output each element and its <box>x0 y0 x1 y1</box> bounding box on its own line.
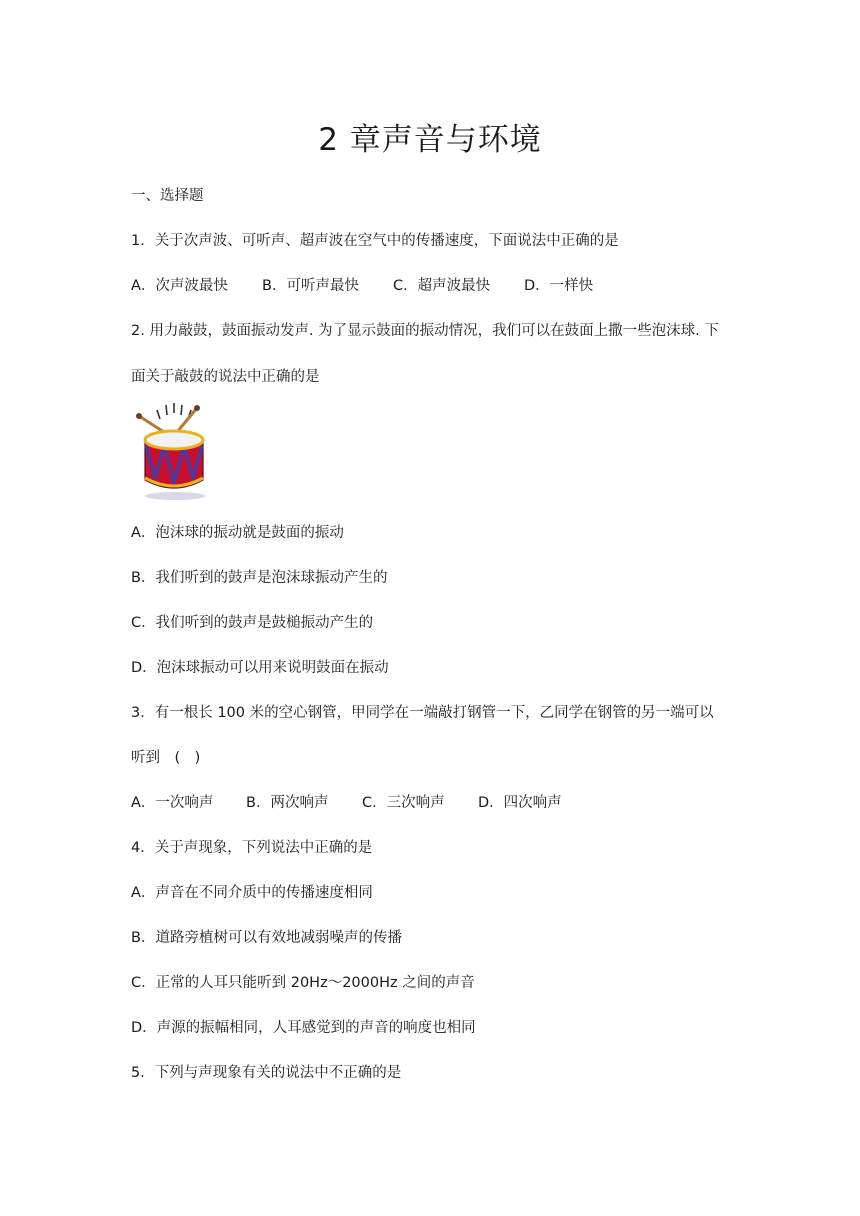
q1-option-d: D．一样快 <box>524 278 594 294</box>
q1-option-b: B．可听声最快 <box>262 278 359 294</box>
q1-stem: 1．关于次声波、可听声、超声波在空气中的传播速度，下面说法中正确的是 <box>131 233 619 249</box>
q3-options <box>131 793 562 813</box>
q3-option-d: D．四次响声 <box>478 795 562 811</box>
section-heading: 一、选择题 <box>131 188 204 204</box>
document-title: 2 章声音与环境 <box>318 122 542 158</box>
q3-stem-line2: 听到 ( ) <box>131 750 201 766</box>
q4-option-b: B．道路旁植树可以有效地减弱噪声的传播 <box>131 930 402 946</box>
q4-stem: 4．关于声现象，下列说法中正确的是 <box>131 840 373 856</box>
q4-option-a: A．声音在不同介质中的传播速度相同 <box>131 885 373 901</box>
q4-option-c: C．正常的人耳只能听到 20Hz～2000Hz 之间的声音 <box>131 975 475 991</box>
q2-stem-line2: 面关于敲鼓的说法中正确的是 <box>131 369 320 385</box>
q3-option-a: A．一次响声 <box>131 795 214 811</box>
q1-options <box>131 276 593 296</box>
q2-option-d: D．泡沫球振动可以用来说明鼓面在振动 <box>131 660 389 676</box>
q4-option-d: D．声源的振幅相同，人耳感觉到的声音的响度也相同 <box>131 1020 476 1036</box>
q2-option-a: A．泡沫球的振动就是鼓面的振动 <box>131 525 344 541</box>
q5-stem: 5．下列与声现象有关的说法中不正确的是 <box>131 1065 402 1081</box>
q2-stem-line1: 2. 用力敲鼓，鼓面振动发声. 为了显示鼓面的振动情况，我们可以在鼓面上撒一些泡沫球. 下 <box>131 323 719 339</box>
q1-option-c: C．超声波最快 <box>393 278 491 294</box>
q3-stem-line1: 3．有一根长 100 米的空心钢管，甲同学在一端敲打钢管一下，乙同学在钢管的另一端可以 <box>131 705 714 721</box>
q2-option-c: C．我们听到的鼓声是鼓槌振动产生的 <box>131 615 374 631</box>
drum-icon <box>133 402 215 502</box>
q3-option-b: B．两次响声 <box>246 795 329 811</box>
q1-option-a: A．次声波最快 <box>131 278 228 294</box>
q3-option-c: C．三次响声 <box>362 795 445 811</box>
q2-option-b: B．我们听到的鼓声是泡沫球振动产生的 <box>131 570 388 586</box>
